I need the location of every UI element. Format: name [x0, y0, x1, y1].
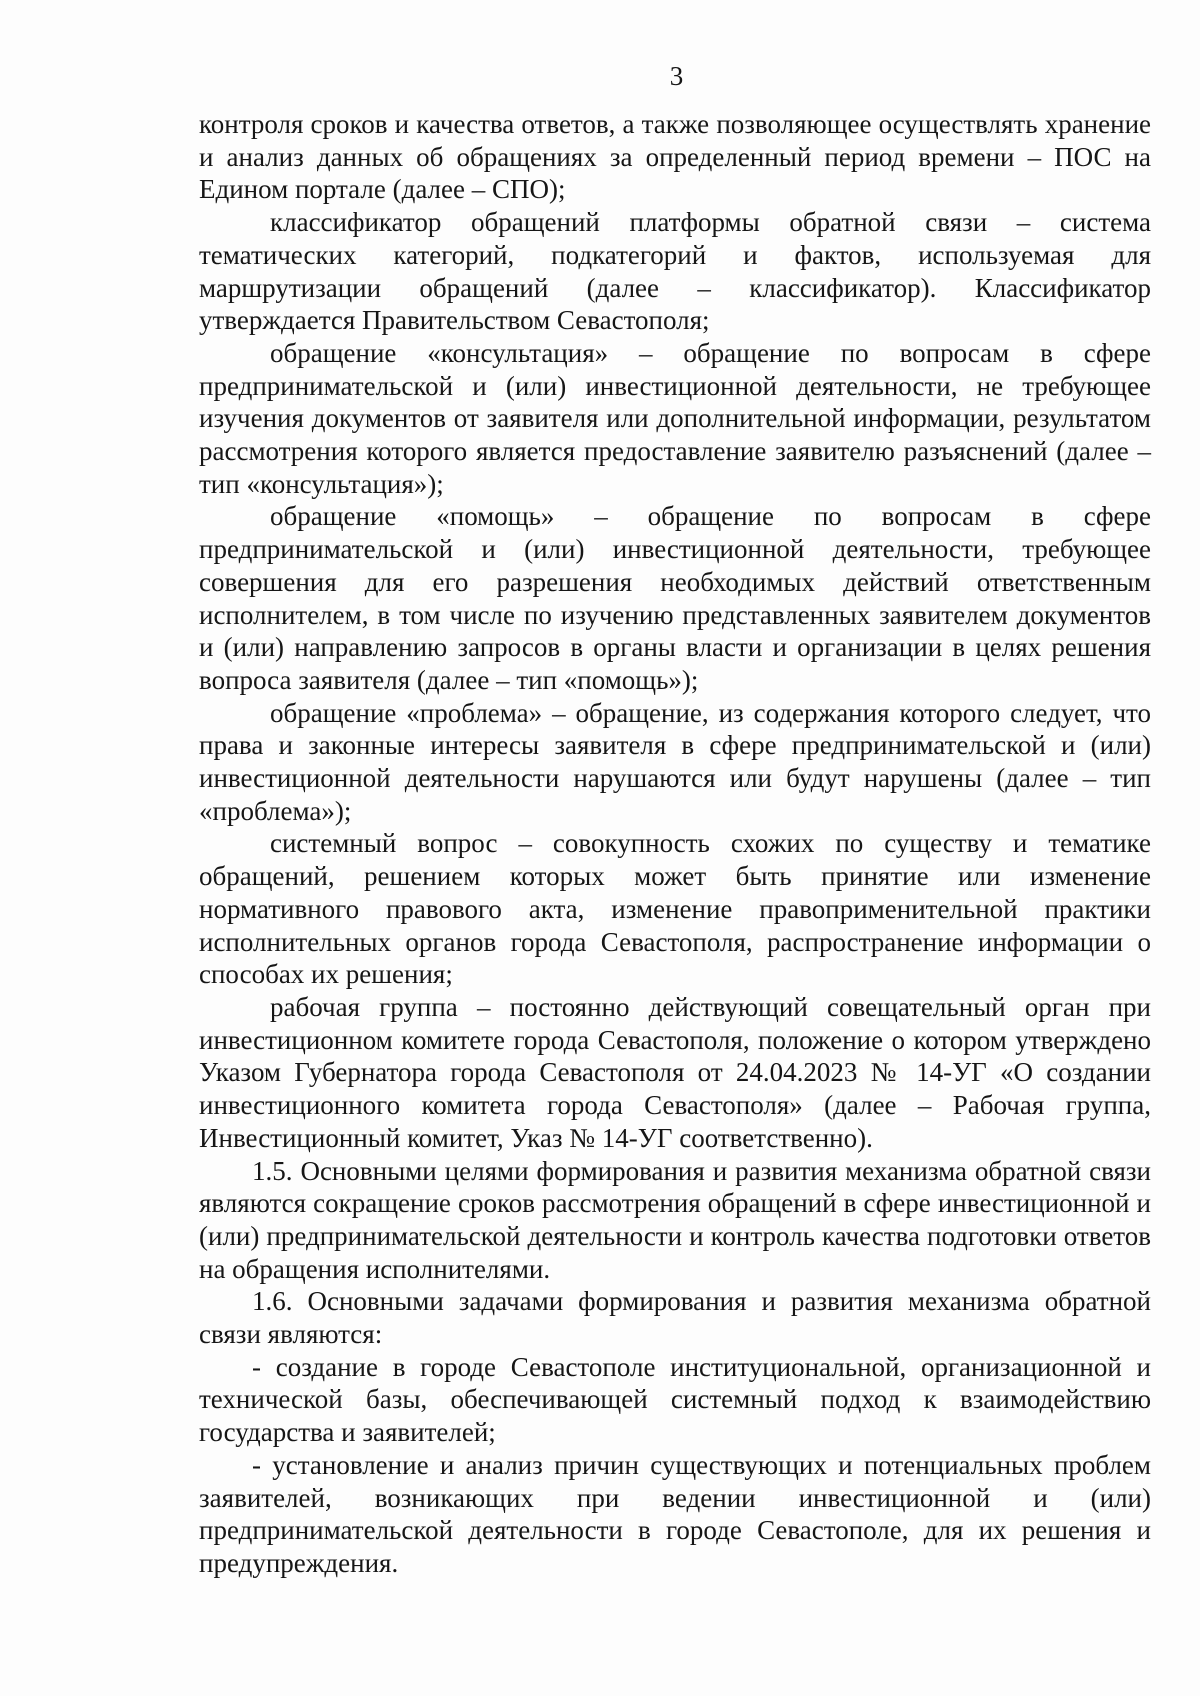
paragraph-classifier-definition: классификатор обращений платформы обратной связи – система тематических категорий, подкатегорий и фактов, используемая для маршрутизации обращений (далее – классификатор). Классификатор утверждается Правительством Севастополя;	[199, 207, 1151, 336]
paragraph-problem-definition: обращение «проблема» – обращение, из содержания которого следует, что права и законные интересы заявителя в сфере предпринимательской и (или) инвестиционной деятельности нарушаются или будут нарушены (далее – тип «проблема»);	[199, 697, 1151, 826]
list-item-problem-analysis: - установление и анализ причин существующих и потенциальных проблем заявителей, возникающих при ведении инвестиционной и (или) предпринимательской деятельности в городе Севастополе, для их решения и предупреждения.	[199, 1449, 1151, 1578]
paragraph-working-group-definition: рабочая группа – постоянно действующий совещательный орган при инвестиционном комитете города Севастополя, положение о котором утверждено Указом Губернатора города Севастополя от 24.04.2023 № 14-УГ «О создании инвестиционного комитета города Севастополя» (далее – Рабочая группа, Инвестиционный комитет, Указ № 14-УГ соответственно).	[199, 991, 1151, 1153]
paragraph-section-1-6: 1.6. Основными задачами формирования и развития механизма обратной связи являются:	[199, 1286, 1151, 1350]
paragraph-consultation-definition: обращение «консультация» – обращение по вопросам в сфере предпринимательской и (или) инвестиционной деятельности, не требующее изучения документов от заявителя или дополнительной информации, результатом рассмотрения которого является предоставление заявителю разъяснений (далее – тип «консультация»);	[199, 337, 1151, 499]
page-number: 3	[669, 61, 684, 91]
paragraph-systemic-issue-definition: системный вопрос – совокупность схожих по существу и тематике обращений, решением которых может быть принятие или изменение нормативного правового акта, изменение правоприменительной практики исполнительных органов города Севастополя, распространение информации о способах их решения;	[199, 828, 1151, 990]
list-item-institutional-base: - создание в городе Севастополе институциональной, организационной и технической базы, обеспечивающей системный подход к взаимодействию государства и заявителей;	[199, 1351, 1151, 1448]
paragraph-help-definition: обращение «помощь» – обращение по вопросам в сфере предпринимательской и (или) инвестиционной деятельности, требующее совершения для его разрешения необходимых действий ответственным исполнителем, в том числе по изучению представленных заявителем документов и (или) направлению запросов в органы власти и организации в целях решения вопроса заявителя (далее – тип «помощь»);	[199, 501, 1151, 695]
paragraph-spo-definition-continued: контроля сроков и качества ответов, а также позволяющее осуществлять хранение и анализ данных об обращениях за определенный период времени – ПОС на Едином портале (далее – СПО);	[199, 109, 1151, 205]
paragraph-section-1-5: 1.5. Основными целями формирования и развития механизма обратной связи являются сокращение сроков рассмотрения обращений в сфере инвестиционной и (или) предпринимательской деятельности и контроль качества подготовки ответов на обращения исполнителями.	[199, 1155, 1151, 1284]
document-body	[199, 108, 1151, 1580]
